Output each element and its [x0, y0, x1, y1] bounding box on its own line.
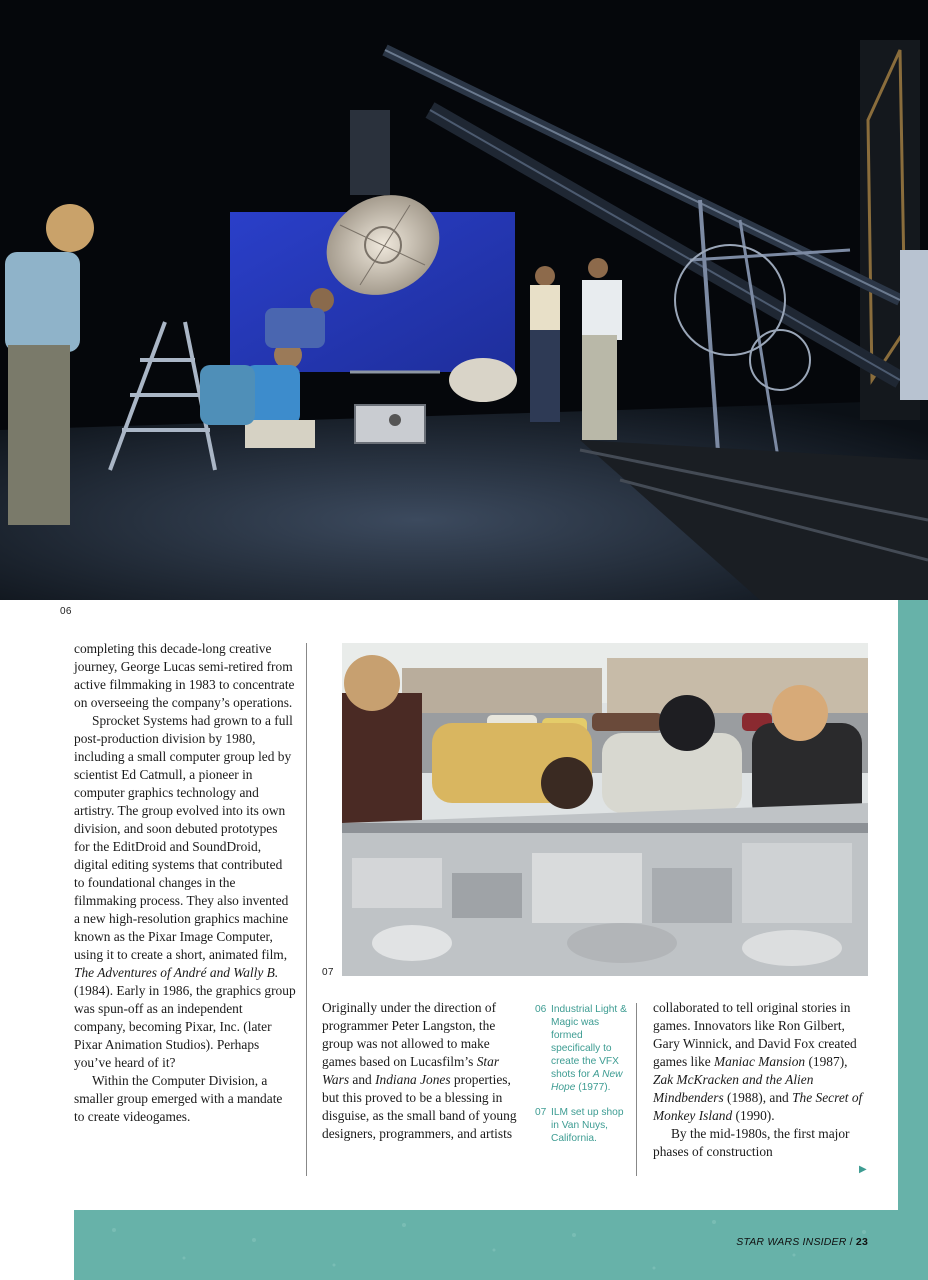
text-run: Industrial Light & Magic was formed specifically to create the VFX shots for — [551, 1004, 627, 1080]
publication-name: STAR WARS INSIDER — [736, 1236, 847, 1248]
text-run: By the mid-1980s, the first major phases of construction — [653, 1126, 850, 1159]
text-run: Within the Computer Division, a smaller group emerged with a mandate to create videogames. — [74, 1073, 283, 1124]
body-column-2 — [322, 999, 526, 1143]
game-title: The Secret of Monkey Island — [653, 1090, 863, 1123]
text-run: and — [349, 1072, 376, 1087]
text-run: collaborated to tell original stories in games. Innovators like Ron Gilbert, Gary Winnick, and David Fox created games like — [653, 1000, 857, 1069]
film-title: The Adventures of André and Wally B. — [74, 965, 279, 980]
paragraph — [653, 1125, 865, 1161]
model-photo-illustration — [342, 643, 868, 976]
film-title: A New Hope — [551, 1069, 623, 1093]
text-run: Originally under the direction of programmer Peter Langston, the group was not allowed to make games based on Lucasfilm’s — [322, 1000, 497, 1069]
text-run: (1988), and — [723, 1090, 793, 1105]
control-box — [355, 405, 425, 443]
folio-separator: / — [846, 1236, 856, 1248]
page-folio — [736, 1236, 868, 1248]
paragraph — [653, 999, 865, 1125]
text-run: completing this decade-long creative journey, George Lucas semi-retired from active filmmaking in 1983 to concentrate on overseeing the company’s operations. — [74, 641, 295, 710]
text-run: Sprocket Systems had grown to a full post-production division by 1980, including a small computer group led by scientist Ed Catmull, a pioneer in computer graphics technology and artistry. The group evolved into its own division, and soon debuted prototypes for the EditDroid and SoundDroid, digital editing systems that contributed to foundational changes in the filmmaking process. They also invented a new high-resolution graphics machine known as the Pixar Image Computer, using it to create a short, animated film, — [74, 713, 293, 962]
photo-number-07: 07 — [322, 967, 334, 978]
paragraph — [74, 1072, 296, 1126]
paragraph — [322, 999, 526, 1143]
film-set-photo — [0, 0, 928, 600]
text-run: (1977). — [575, 1082, 611, 1093]
film-set-illustration — [0, 0, 928, 600]
text-run: (1987), — [805, 1054, 848, 1069]
column-divider — [306, 643, 307, 1176]
text-run: (1990). — [732, 1108, 775, 1123]
body-column-3 — [653, 999, 865, 1161]
text-run: (1984). Early in 1986, the graphics group was spun-off as an independent company, becoming Pixar, Inc. (later Pixar Animation Studios). Perhaps you’ve heard of it? — [74, 983, 296, 1070]
page-number: 23 — [855, 1236, 868, 1248]
photo-number-06: 06 — [60, 606, 72, 617]
paragraph — [74, 640, 296, 712]
caption-number: 07 — [535, 1107, 547, 1118]
caption-06 — [535, 1003, 630, 1094]
caption-text: ILM set up shop in Van Nuys, California. — [551, 1107, 624, 1144]
ilm-model-photo — [342, 643, 868, 976]
franchise-title: Indiana Jones — [375, 1072, 451, 1087]
caption-number: 06 — [535, 1004, 547, 1015]
photo-captions — [535, 1003, 630, 1157]
game-title: Maniac Mansion — [713, 1054, 806, 1069]
franchise-title: Star Wars — [322, 1054, 500, 1087]
body-column-1 — [74, 640, 296, 1126]
paragraph — [74, 712, 296, 1072]
game-title: Zak McKracken and the Alien Mindbenders — [653, 1072, 814, 1105]
continue-arrow-icon: ▶ — [859, 1164, 867, 1175]
text-run: properties, but this proved to be a blessing in disguise, as the small band of young designers, programmers, and artists — [322, 1072, 517, 1141]
caption-text — [551, 1003, 630, 1094]
city-model — [342, 803, 868, 976]
caption-07 — [535, 1106, 630, 1145]
column-divider — [636, 1003, 637, 1176]
teal-side-band — [898, 600, 928, 1280]
